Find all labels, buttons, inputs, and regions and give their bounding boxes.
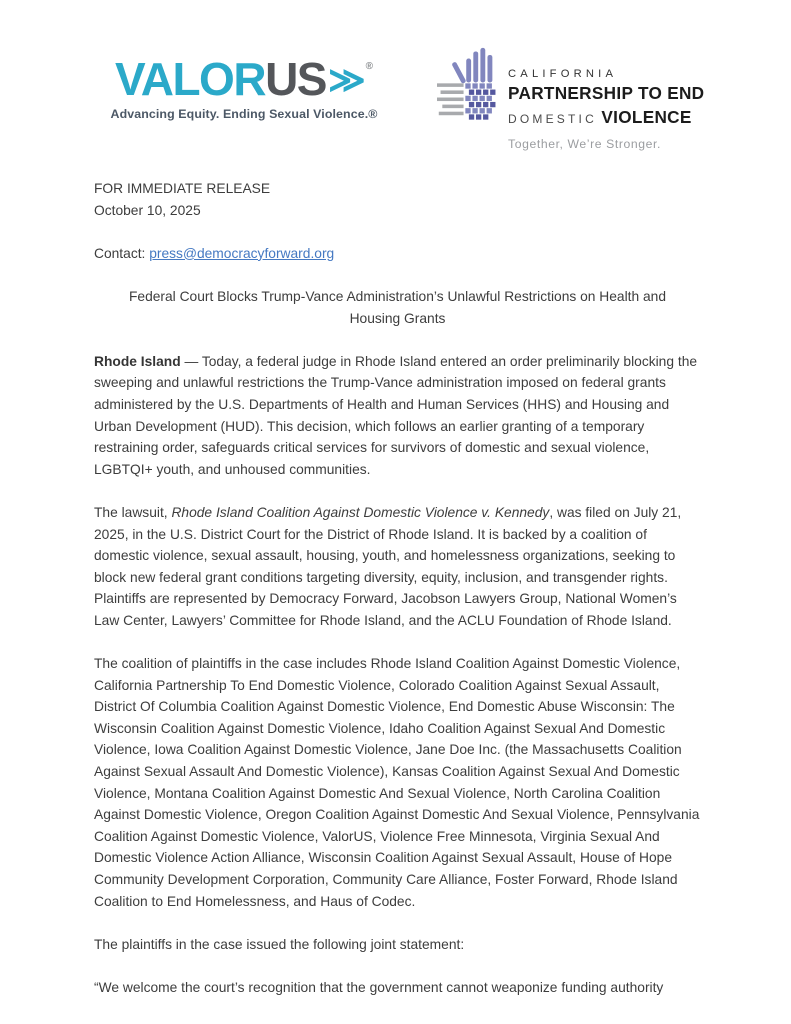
cpedv-line-domestic-violence	[508, 107, 704, 128]
paragraph-ruling-text: — Today, a federal judge in Rhode Island entered an order preliminarily blocking the sweeping and unlawful restrictions the Trump-Vance administration imposed on federal grants administered by the U.S. Departments of Health and Human Services (HHS) and Housing and Urban Development (HUD). This decision, which follows an earlier granting of a temporary restraining order, safeguards critical services for survivors of domestic and sexual violence, LGBTQI+ youth, and unhoused communities.	[94, 353, 698, 477]
cpedv-wordmark	[508, 68, 704, 151]
valorus-tagline: Advancing Equity. Ending Sexual Violence.®	[110, 107, 378, 121]
paragraph-lawsuit-pre: The lawsuit,	[94, 504, 172, 520]
paragraph-statement-intro: The plaintiffs in the case issued the following joint statement:	[94, 936, 465, 952]
paragraph-lawsuit	[94, 502, 701, 632]
logo-header	[0, 0, 791, 170]
cpedv-word-domestic: DOMESTIC	[508, 112, 597, 126]
paragraph-ruling	[94, 351, 701, 481]
contact-line	[94, 243, 701, 265]
headline	[94, 286, 701, 329]
cpedv-word-violence: VIOLENCE	[601, 107, 692, 127]
valorus-logo	[94, 53, 394, 121]
cpedv-logo	[437, 44, 704, 151]
release-label: FOR IMMEDIATE RELEASE	[94, 181, 271, 196]
valorus-word-us: US	[265, 53, 326, 105]
headline-line-1: Federal Court Blocks Trump-Vance Administration’s Unlawful Restrictions on Health and	[128, 288, 667, 304]
case-name: Rhode Island Coalition Against Domestic Violence v. Kennedy	[171, 504, 550, 520]
press-release-body	[0, 170, 791, 999]
valorus-registered-mark: ®	[365, 61, 374, 72]
valorus-wordmark	[94, 53, 394, 105]
valorus-chevron-icon: ≫	[327, 59, 366, 100]
cpedv-tagline: Together, We’re Stronger.	[508, 137, 661, 151]
contact-email-link[interactable]: press@democracyforward.org	[149, 245, 335, 261]
cpedv-line-partnership: PARTNERSHIP TO END	[508, 83, 705, 103]
cpedv-hand-icon	[437, 44, 499, 128]
paragraph-coalition-list: The coalition of plaintiffs in the case includes Rhode Island Coalition Against Domestic Violence, California Partnership To End Domestic Violence, Colorado Coalition Against Sexual Assault, District Of Columbia Coalition Against Domestic Violence, End Domestic Abuse Wisconsin: The Wisconsin Coalition Against Domestic Violence, Idaho Coalition Against Sexual And Domestic Violence, Iowa Coalition Against Domestic Violence, Jane Doe Inc. (the Massachusetts Coalition Against Sexual Assault And Domestic Violence), Kansas Coalition Against Sexual And Domestic Violence, Montana Coalition Against Domestic And Sexual Violence, North Carolina Coalition Against Domestic Violence, Oregon Coalition Against Domestic And Sexual Violence, Pennsylvania Coalition Against Domestic Violence, ValorUS, Violence Free Minnesota, Virginia Sexual And Domestic Violence Action Alliance, Wisconsin Coalition Against Sexual Assault, House of Hope Community Development Corporation, Community Care Alliance, Foster Forward, Rhode Island Coalition to End Homelessness, and Haus of Codec.	[94, 656, 700, 909]
valorus-word-valor: VALOR	[114, 53, 266, 105]
cpedv-line-california: CALIFORNIA	[508, 68, 618, 80]
paragraph-quote-start: “We welcome the court’s recognition that the government cannot weaponize funding authority	[94, 979, 664, 995]
release-date: October 10, 2025	[94, 202, 201, 218]
release-info	[94, 178, 701, 221]
paragraph-lawsuit-rest: , was filed on July 21, 2025, in the U.S. District Court for the District of Rhode Island. It is backed by a coalition of domestic violence, sexual assault, housing, youth, and homelessness organizations, seeking to block new federal grant conditions targeting diversity, equity, inclusion, and transgender rights. Plaintiffs are represented by Democracy Forward, Jacobson Lawyers Group, National Women’s Law Center, Lawyers’ Committee for Rhode Island, and the ACLU Foundation of Rhode Island.	[94, 504, 682, 628]
contact-label: Contact:	[94, 245, 150, 261]
dateline: Rhode Island	[94, 353, 181, 369]
headline-line-2: Housing Grants	[349, 310, 446, 326]
